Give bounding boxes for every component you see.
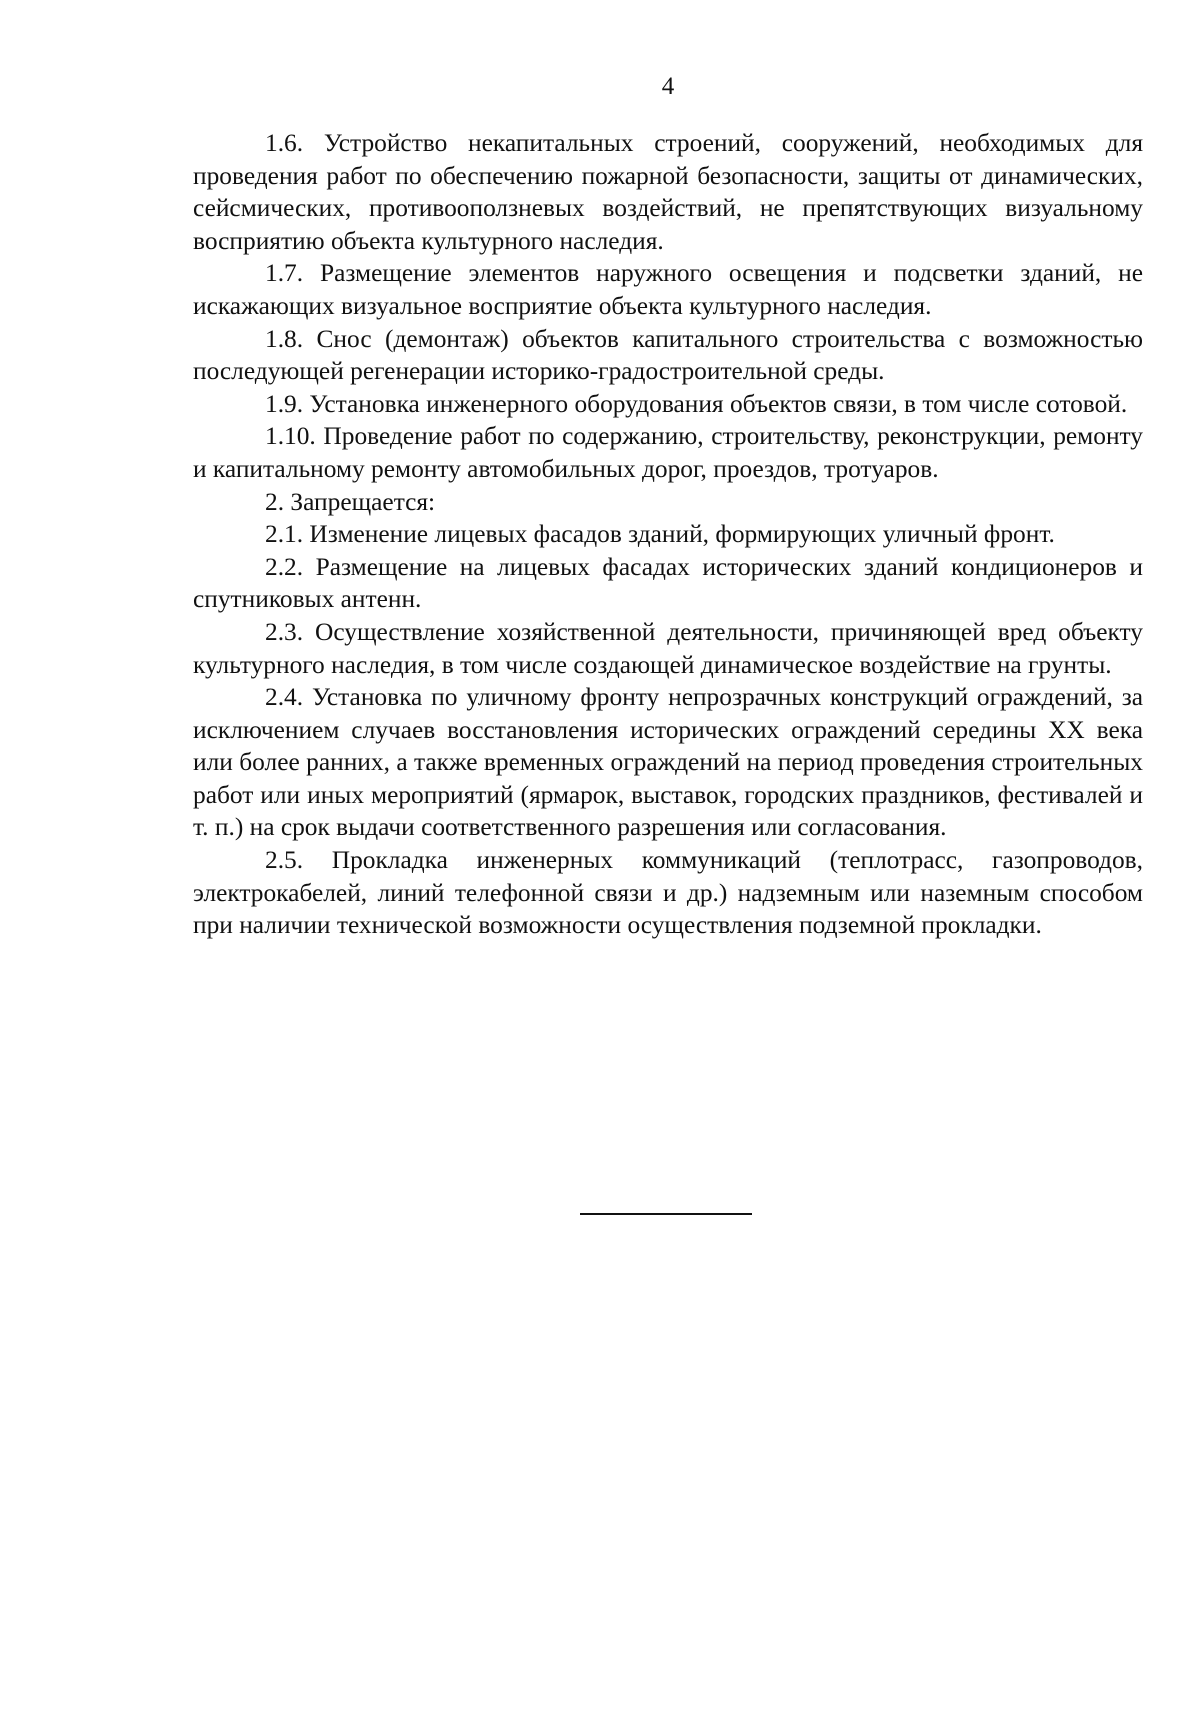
paragraph-2-heading: 2. Запрещается: [265, 487, 436, 516]
paragraph-1-6: 1.6. Устройство некапитальных строений, сооружений, необходимых для проведения работ по обеспечению пожарной безопасности, защиты от динамических, сейсмических, противооползневых воздействий, не препятствующих визуальному восприятию объекта культурного наследия. [193, 129, 1143, 255]
paragraph-2-3: 2.3. Осуществление хозяйственной деятельности, причиняющей вред объекту культурного наследия, в том числе создающей динамическое воздействие на грунты. [193, 617, 1143, 679]
paragraph-1-10: 1.10. Проведение работ по содержанию, строительству, реконструкции, ремонту и капитальному ремонту автомобильных дорог, проездов, тротуаров. [193, 422, 1143, 483]
paragraph-1-7: 1.7. Размещение элементов наружного освещения и подсветки зданий, не искажающих визуальное восприятие объекта культурного наследия. [193, 259, 1143, 320]
paragraph-2-5: 2.5. Прокладка инженерных коммуникаций (теплотрасс, газопроводов, электрокабелей, линий телефонной связи и др.) надземным или наземным способом при наличии технической возможности осуществления подземной прокладки. [193, 846, 1143, 940]
paragraph-2-2: 2.2. Размещение на лицевых фасадах исторических зданий кондиционеров и спутниковых антенн. [193, 552, 1143, 614]
page-number: 4 [661, 73, 675, 100]
paragraph-1-9: 1.9. Установка инженерного оборудования объектов связи, в том числе сотовой. [265, 389, 1128, 418]
paragraph-2-1: 2.1. Изменение лицевых фасадов зданий, формирующих уличный фронт. [265, 520, 1055, 549]
paragraph-2-4: 2.4. Установка по уличному фронту непрозрачных конструкций ограждений, за исключением случаев восстановления исторических ограждений середины XX века или более ранних, а также временных ограждений на период проведения строительных работ или иных мероприятий (ярмарок, выставок, городских праздников, фестивалей и т. п.) на срок выдачи соответственного разрешения или согласования. [193, 683, 1143, 842]
end-separator-line [580, 1213, 752, 1215]
document-body [193, 127, 1143, 942]
paragraph-1-8: 1.8. Снос (демонтаж) объектов капитального строительства с возможностью последующей регенерации историко-градостроительной среды. [193, 324, 1143, 386]
